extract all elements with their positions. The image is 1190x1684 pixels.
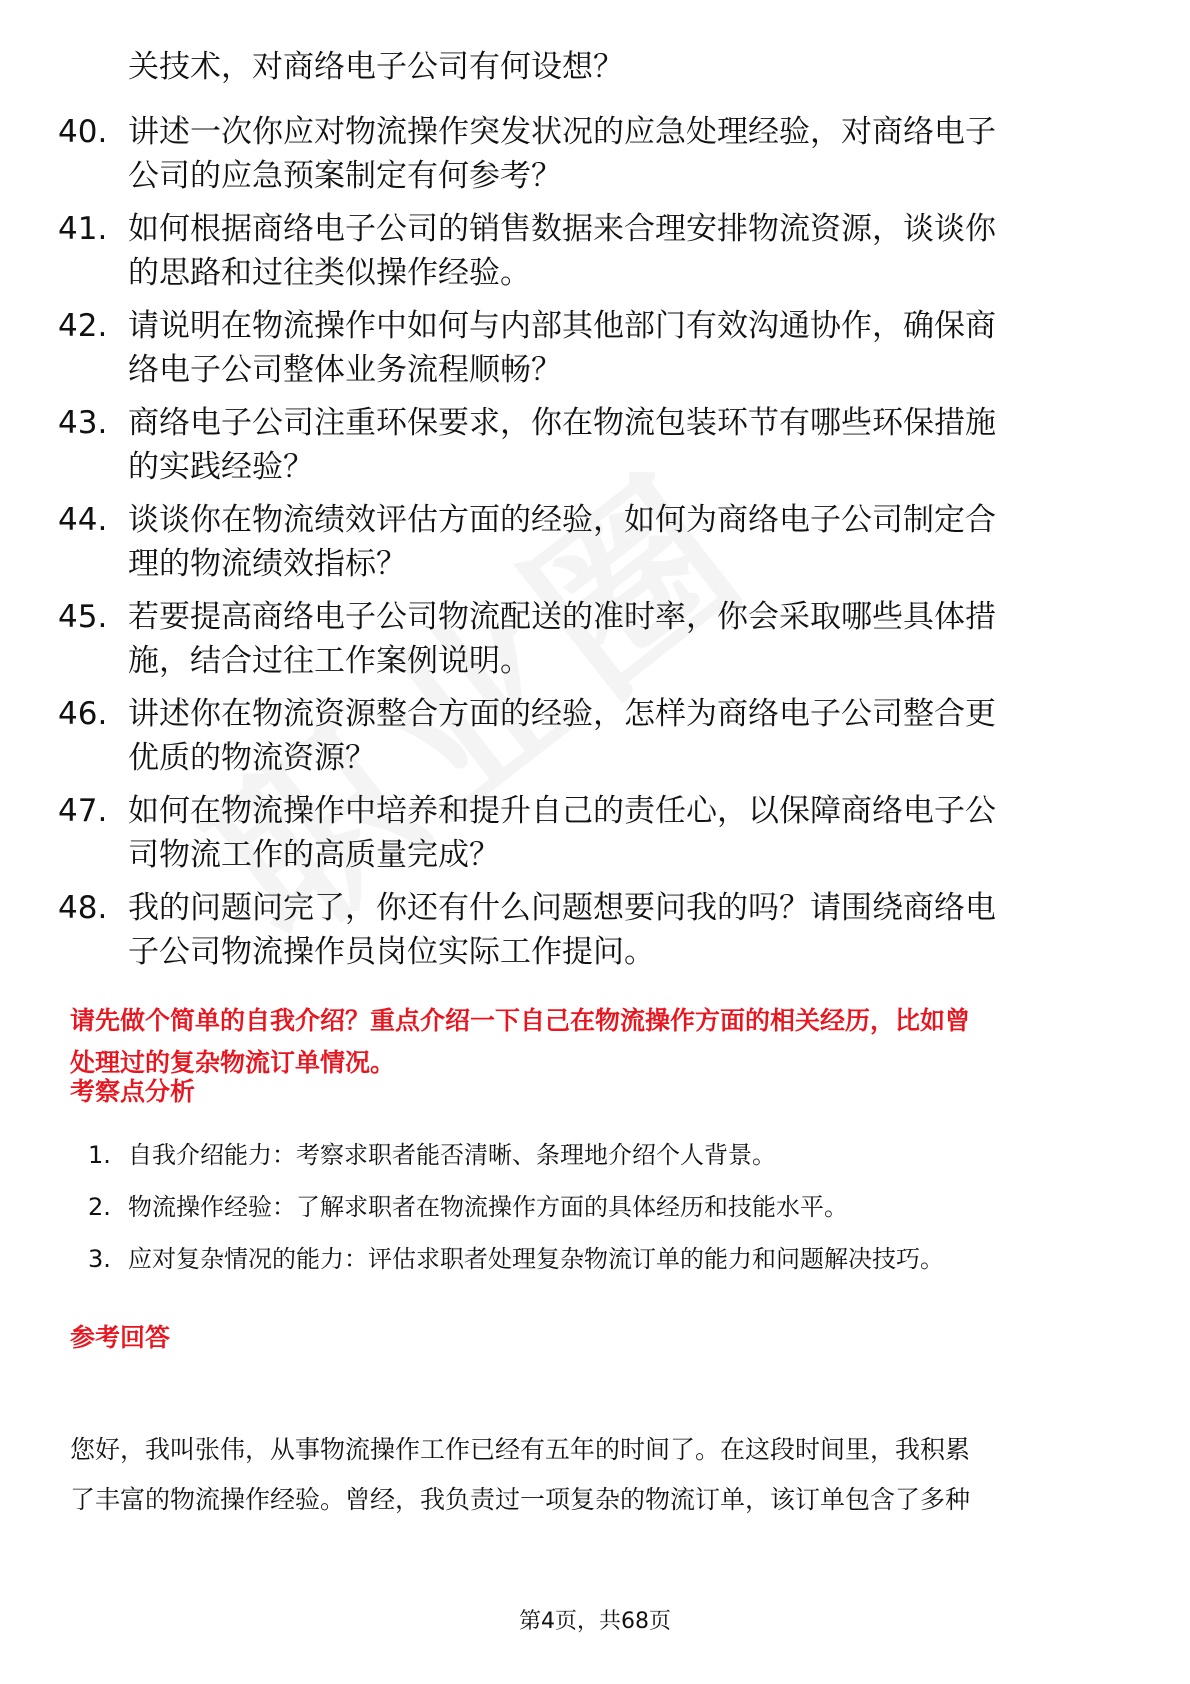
question-item bbox=[0, 401, 1190, 498]
question-line: 络电子公司整体业务流程顺畅？ bbox=[128, 352, 562, 388]
question-line: 如何在物流操作中培养和提升自己的责任心，以保障商络电子公 bbox=[128, 793, 996, 829]
answer-body bbox=[70, 1425, 1130, 1525]
analysis-text: 自我介绍能力：考察求职者能否清晰、条理地介绍个人背景。 bbox=[128, 1141, 776, 1169]
question-list bbox=[0, 110, 1190, 983]
question-number: 48. bbox=[58, 890, 108, 926]
question-line: 商络电子公司注重环保要求，你在物流包装环节有哪些环保措施 bbox=[128, 405, 996, 441]
question-line: 理的物流绩效指标？ bbox=[128, 546, 407, 582]
question-text bbox=[128, 789, 1128, 877]
question-number: 41. bbox=[58, 211, 108, 247]
question-text bbox=[128, 401, 1128, 489]
question-item bbox=[0, 789, 1190, 886]
question-number: 44. bbox=[58, 502, 108, 538]
question-number: 42. bbox=[58, 308, 108, 344]
question-line: 我的问题问完了，你还有什么问题想要问我的吗？请围绕商络电 bbox=[128, 890, 996, 926]
question-item bbox=[0, 886, 1190, 983]
question-continuation: 关技术，对商络电子公司有何设想？ bbox=[128, 49, 624, 85]
featured-question bbox=[70, 1000, 1130, 1084]
featured-question-line: 处理过的复杂物流订单情况。 bbox=[70, 1048, 396, 1077]
analysis-number: 1. bbox=[88, 1141, 111, 1169]
question-text bbox=[128, 595, 1128, 683]
question-item bbox=[0, 110, 1190, 207]
question-text bbox=[128, 207, 1128, 295]
question-line: 请说明在物流操作中如何与内部其他部门有效沟通协作，确保商 bbox=[128, 308, 996, 344]
question-item bbox=[0, 692, 1190, 789]
question-text bbox=[128, 304, 1128, 392]
question-line: 的实践经验？ bbox=[128, 449, 314, 485]
question-item bbox=[0, 498, 1190, 595]
analysis-item bbox=[0, 1138, 1190, 1190]
question-text bbox=[128, 110, 1128, 198]
question-line: 如何根据商络电子公司的销售数据来合理安排物流资源，谈谈你 bbox=[128, 211, 996, 247]
analysis-number: 3. bbox=[88, 1245, 111, 1273]
answer-line: 您好，我叫张伟，从事物流操作工作已经有五年的时间了。在这段时间里，我积累 bbox=[70, 1435, 971, 1464]
question-number: 40. bbox=[58, 114, 108, 150]
question-text bbox=[128, 886, 1128, 974]
featured-question-line: 请先做个简单的自我介绍？重点介绍一下自己在物流操作方面的相关经历，比如曾 bbox=[70, 1006, 971, 1035]
question-line: 谈谈你在物流绩效评估方面的经验，如何为商络电子公司制定合 bbox=[128, 502, 996, 538]
answer-heading: 参考回答 bbox=[70, 1323, 171, 1352]
question-line: 施，结合过往工作案例说明。 bbox=[128, 643, 531, 679]
question-line: 讲述你在物流资源整合方面的经验，怎样为商络电子公司整合更 bbox=[128, 696, 996, 732]
question-number: 43. bbox=[58, 405, 108, 441]
question-number: 47. bbox=[58, 793, 108, 829]
question-line: 优质的物流资源？ bbox=[128, 740, 376, 776]
analysis-heading: 考察点分析 bbox=[70, 1077, 196, 1106]
analysis-text: 应对复杂情况的能力：评估求职者处理复杂物流订单的能力和问题解决技巧。 bbox=[128, 1245, 944, 1273]
analysis-text: 物流操作经验：了解求职者在物流操作方面的具体经历和技能水平。 bbox=[128, 1193, 848, 1221]
question-text bbox=[128, 498, 1128, 586]
analysis-item bbox=[0, 1190, 1190, 1242]
analysis-item bbox=[0, 1242, 1190, 1294]
question-text bbox=[128, 692, 1128, 780]
question-line: 的思路和过往类似操作经验。 bbox=[128, 255, 531, 291]
question-line: 讲述一次你应对物流操作突发状况的应急处理经验，对商络电子 bbox=[128, 114, 996, 150]
analysis-list bbox=[0, 1138, 1190, 1294]
question-item bbox=[0, 595, 1190, 692]
question-line: 公司的应急预案制定有何参考？ bbox=[128, 158, 562, 194]
answer-line: 了丰富的物流操作经验。曾经，我负责过一项复杂的物流订单，该订单包含了多种 bbox=[70, 1485, 971, 1514]
question-item bbox=[0, 304, 1190, 401]
question-line: 司物流工作的高质量完成？ bbox=[128, 837, 500, 873]
question-item bbox=[0, 207, 1190, 304]
question-number: 46. bbox=[58, 696, 108, 732]
question-line: 若要提高商络电子公司物流配送的准时率，你会采取哪些具体措 bbox=[128, 599, 996, 635]
page-footer: 第4页，共68页 bbox=[519, 1609, 671, 1634]
analysis-number: 2. bbox=[88, 1193, 111, 1221]
question-number: 45. bbox=[58, 599, 108, 635]
question-line: 子公司物流操作员岗位实际工作提问。 bbox=[128, 934, 655, 970]
